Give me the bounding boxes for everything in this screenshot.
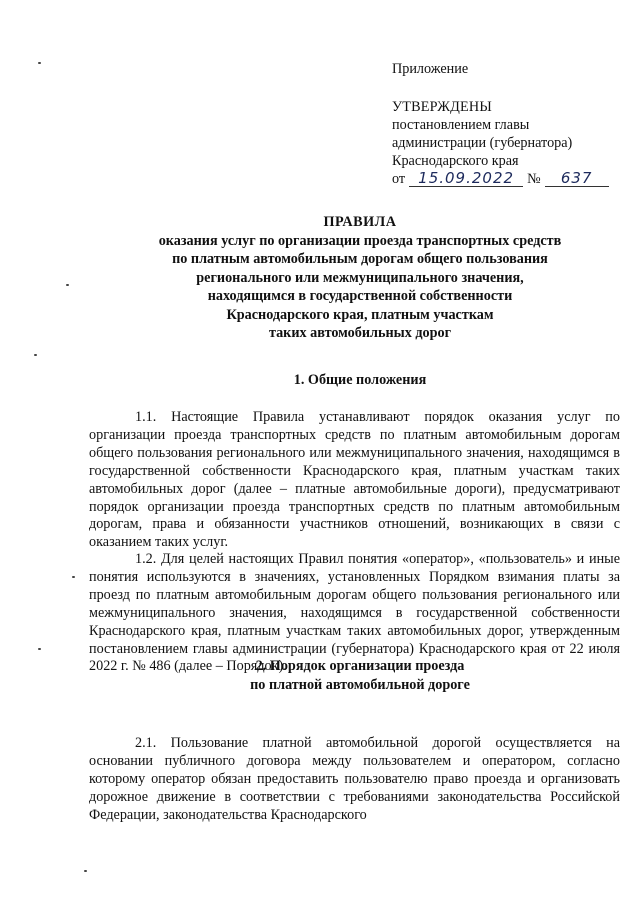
scan-speck: [38, 62, 41, 64]
number-label: №: [527, 171, 541, 187]
title-line: регионального или межмуниципального значения,: [196, 269, 524, 286]
title-line: оказания услуг по организации проезда транспортных средств: [158, 232, 562, 249]
title-main: ПРАВИЛА: [323, 214, 397, 230]
approval-block: [392, 60, 632, 188]
scan-speck: [38, 648, 41, 650]
section-2-heading-line-2: по платной автомобильной дороге: [250, 676, 470, 693]
section-2-heading-line-1: 2. Порядок организации проезда: [255, 658, 465, 674]
approval-line-2: администрации (губернатора): [392, 135, 573, 151]
paragraph-1-2: 1.2. Для целей настоящих Правил понятия «оператор», «пользователь» и иные понятия используются в значениях, установленных Порядком взимания платы за проезд по платным автомобильным дорогам общего пользования регионального или межмуниципального значения, находящимся в государственной собственности Краснодарского края, платным участкам таких автомобильных дорог, утвержденным постановлением главы администрации (губернатора) Краснодарского края от 22 июля 2022 г. № 486 (далее – Порядок).: [89, 551, 620, 675]
title-line: по платным автомобильным дорогам общего пользования: [172, 251, 548, 267]
approved-label: УТВЕРЖДЕНЫ: [392, 99, 492, 115]
section-2-heading: [90, 657, 630, 694]
document-title: [90, 213, 630, 343]
handwritten-date: 15.09.2022: [409, 170, 523, 187]
from-label: от: [392, 171, 406, 187]
title-line: находящимся в государственной собственности: [207, 288, 513, 304]
title-line: Краснодарского края, платным участкам: [226, 306, 494, 323]
scan-speck: [72, 576, 75, 578]
section-1-heading: 1. Общие положения: [293, 372, 427, 388]
paragraph-2-1: 2.1. Пользование платной автомобильной дорогой осуществляется на основании публичного договора между пользователем и оператором, согласно которому оператор обязан предоставить пользователю право проезда и организовать дорожное движение в соответствии с требованиями законодательства Российской Федерации, законодательства Краснодарского: [89, 735, 620, 823]
paragraph-1-1: 1.1. Настоящие Правила устанавливают порядок оказания услуг по организации проезда транспортных средств по платным автомобильным дорогам общего пользования регионального или межмуниципального значения, находящимся в государственной собственности Краснодарского края, платным участкам таких автомобильных дорог (далее – платные автомобильные дороги), предусматривают порядок организации проезда транспортных средств по платным автомобильным дорогам, права и обязанности участников отношений, возникающих в связи с оказанием таких услуг.: [89, 409, 620, 551]
scan-speck: [66, 284, 69, 286]
approval-date-row: [392, 170, 632, 188]
appendix-label: Приложение: [392, 61, 469, 77]
approval-line-1: постановлением главы: [392, 117, 530, 133]
scan-speck: [84, 870, 87, 872]
handwritten-number: 637: [545, 170, 609, 187]
approval-line-3: Краснодарского края: [392, 153, 519, 169]
scan-speck: [34, 354, 37, 356]
title-line: таких автомобильных дорог: [268, 325, 452, 341]
